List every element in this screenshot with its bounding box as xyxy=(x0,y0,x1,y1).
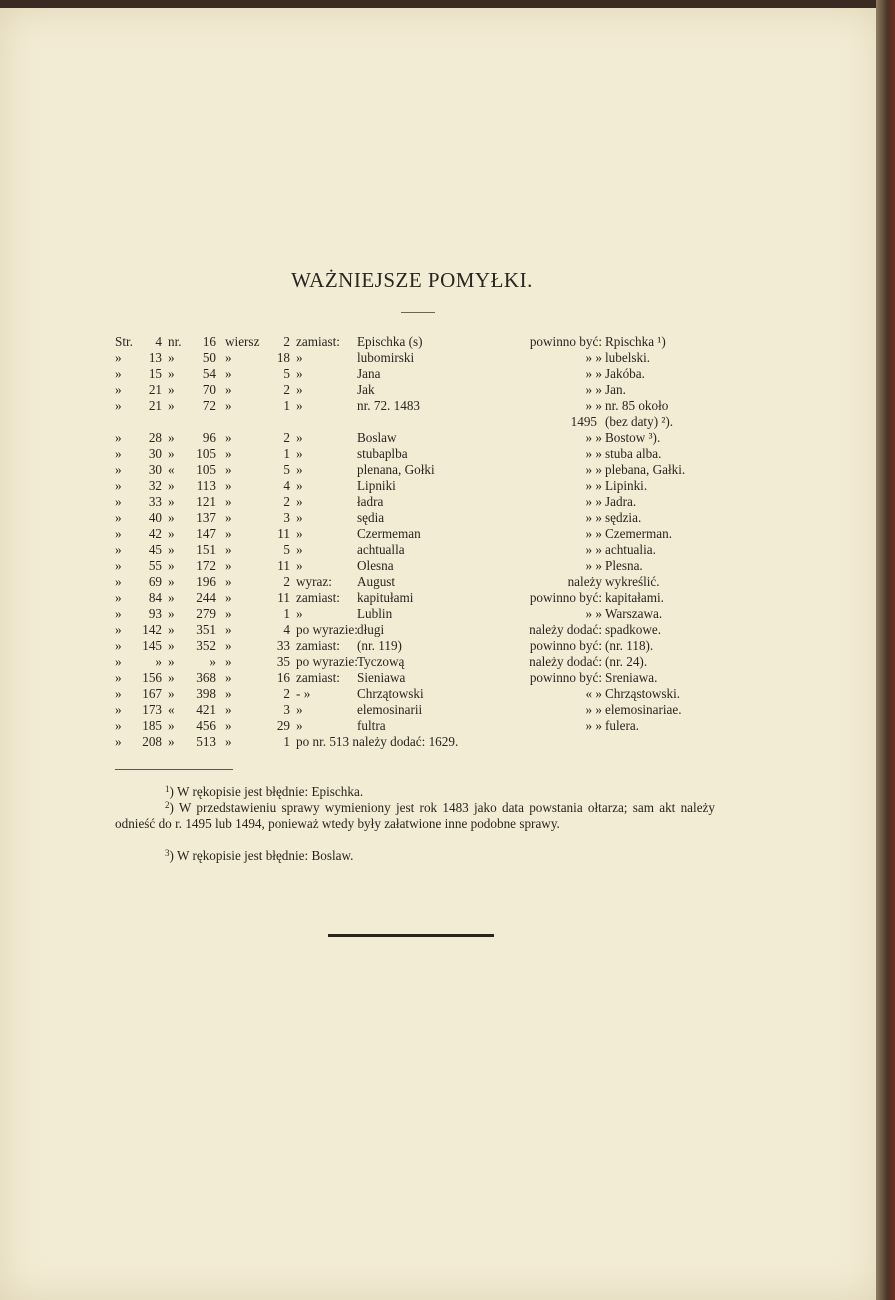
correct-text: (nr. 118). xyxy=(605,638,654,653)
line-number: 4 xyxy=(283,478,290,493)
nr-cell: » xyxy=(168,526,175,541)
nr-cell: » xyxy=(168,542,175,557)
wiersz-cell: » xyxy=(225,734,232,749)
wrong-text: Chrzątowski xyxy=(357,686,424,701)
page-title: WAŻNIEJSZE POMYŁKI. xyxy=(291,268,533,292)
instruction: » xyxy=(296,462,303,477)
page-number: 185 xyxy=(142,718,162,733)
entry-number: 368 xyxy=(196,670,216,685)
entry-number: 121 xyxy=(196,494,216,509)
line-number: 1 xyxy=(283,398,290,413)
wiersz-cell: » xyxy=(225,510,232,525)
line-number: 16 xyxy=(276,670,290,685)
page-number: 4 xyxy=(155,334,162,349)
wiersz-cell: » xyxy=(225,350,232,365)
nr-cell: » xyxy=(168,590,175,605)
page-number: 30 xyxy=(148,462,162,477)
entry-number: 72 xyxy=(202,398,216,413)
end-rule xyxy=(328,934,494,937)
instruction-2: » » xyxy=(585,446,602,461)
wrong-text: Lublin xyxy=(357,606,393,621)
wrong-text: (nr. 119) xyxy=(357,638,402,653)
entry-number: 352 xyxy=(196,638,216,653)
correct-text: Lipinki. xyxy=(605,478,648,493)
wrong-text: nr. 72. 1483 xyxy=(357,398,421,413)
instruction-2: » » xyxy=(585,366,602,381)
correct-text: Bostow ³). xyxy=(605,430,661,445)
instruction-2: » » xyxy=(585,606,602,621)
line-number: 2 xyxy=(283,574,290,589)
instruction: » xyxy=(296,718,303,733)
correct-text: (nr. 24). xyxy=(605,654,648,669)
instruction-2: powinno być: xyxy=(529,334,602,349)
page-number: 42 xyxy=(148,526,162,541)
correct-text: kapitałami. xyxy=(605,590,664,605)
instruction: - » xyxy=(296,686,311,701)
wrong-text: lubomirski xyxy=(357,350,415,365)
instruction: » xyxy=(296,446,303,461)
footnote-mark: 3 xyxy=(165,848,170,858)
instruction-2: » » xyxy=(585,430,602,445)
wrong-text: Jak xyxy=(357,382,375,397)
nr-cell: » xyxy=(168,686,175,701)
str-cell: » xyxy=(115,558,122,573)
footnote-text: ) W rękopisie jest błędnie: Boslaw. xyxy=(169,848,354,863)
wrong-text: sędia xyxy=(357,510,385,525)
line-number: 2 xyxy=(283,430,290,445)
wiersz-cell: wiersz xyxy=(225,334,260,349)
instruction-2: należy xyxy=(567,574,602,589)
entry-number: 105 xyxy=(196,446,216,461)
wiersz-cell: » xyxy=(225,686,232,701)
wiersz-cell: » xyxy=(225,718,232,733)
nr-cell: » xyxy=(168,638,175,653)
instruction: zamiast: xyxy=(296,670,340,685)
str-cell: » xyxy=(115,654,122,669)
instruction: po wyrazie: xyxy=(296,622,358,637)
correct-text: Plesna. xyxy=(605,558,643,573)
entry-number: 421 xyxy=(196,702,216,717)
wrong-text: Jana xyxy=(357,366,381,381)
str-cell: » xyxy=(115,718,122,733)
page-number: 69 xyxy=(148,574,162,589)
nr-cell: » xyxy=(168,670,175,685)
entry-number: 147 xyxy=(196,526,216,541)
page-number: 30 xyxy=(148,446,162,461)
str-cell: » xyxy=(115,702,122,717)
line-number: 3 xyxy=(283,702,290,717)
instruction: po wyrazie: xyxy=(296,654,358,669)
wrong-text: kapitułami xyxy=(357,590,414,605)
line-number: 2 xyxy=(283,382,290,397)
correct-text: Chrząstowski. xyxy=(605,686,681,701)
str-cell: » xyxy=(115,590,122,605)
wrong-text: stubaplba xyxy=(357,446,408,461)
page-number: 167 xyxy=(142,686,162,701)
correct-text: Jan. xyxy=(605,382,626,397)
page-number: 145 xyxy=(142,638,162,653)
correct-text: elemosinariae. xyxy=(605,702,682,717)
instruction-2: należy dodać: xyxy=(529,622,602,637)
entry-number: 105 xyxy=(196,462,216,477)
line-number: 11 xyxy=(277,590,290,605)
nr-cell: » xyxy=(168,430,175,445)
correct-text: nr. 85 około xyxy=(605,398,669,413)
instruction-2: » » xyxy=(585,510,602,525)
wiersz-cell: » xyxy=(225,526,232,541)
footnote-mark: 1 xyxy=(165,784,170,794)
footnote xyxy=(115,797,715,832)
nr-cell: » xyxy=(168,478,175,493)
instruction-2: » » xyxy=(585,718,602,733)
instruction: » xyxy=(296,606,303,621)
str-cell: » xyxy=(115,574,122,589)
line-number: 1 xyxy=(283,734,290,749)
correct-text: achtualia. xyxy=(605,542,656,557)
instruction: zamiast: xyxy=(296,334,340,349)
entry-number: 513 xyxy=(196,734,216,749)
nr-cell: » xyxy=(168,382,175,397)
line-number: 5 xyxy=(283,366,290,381)
page-number: 32 xyxy=(148,478,162,493)
page-number: 33 xyxy=(148,494,162,509)
page-number: 21 xyxy=(148,398,162,413)
entry-number: 151 xyxy=(196,542,216,557)
str-cell: » xyxy=(115,462,122,477)
wiersz-cell: » xyxy=(225,446,232,461)
wrong-text: Olesna xyxy=(357,558,394,573)
line-number: 2 xyxy=(283,494,290,509)
footnote-text: ) W rękopisie jest błędnie: Epischka. xyxy=(169,784,364,799)
instruction: » xyxy=(296,382,303,397)
nr-cell: « xyxy=(168,702,175,717)
entry-number: 70 xyxy=(202,382,216,397)
nr-cell: nr. xyxy=(168,334,182,349)
correct-text: Rpischka ¹) xyxy=(605,334,666,349)
wrong-text: Lipniki xyxy=(357,478,396,493)
str-cell: » xyxy=(115,446,122,461)
wiersz-cell: » xyxy=(225,638,232,653)
str-cell: » xyxy=(115,542,122,557)
correct-text: Warszawa. xyxy=(605,606,663,621)
str-cell: » xyxy=(115,494,122,509)
str-cell: » xyxy=(115,638,122,653)
page-number: » xyxy=(155,654,162,669)
wiersz-cell: » xyxy=(225,366,232,381)
entry-number: 54 xyxy=(202,366,216,381)
instruction: po nr. 513 należy dodać: 1629. xyxy=(296,734,459,749)
page-number: 173 xyxy=(142,702,162,717)
instruction-2: powinno być: xyxy=(529,638,602,653)
instruction-2: » » xyxy=(585,526,602,541)
instruction: » xyxy=(296,702,303,717)
nr-cell: » xyxy=(168,622,175,637)
instruction-2: » » xyxy=(585,558,602,573)
wrong-text: długi xyxy=(357,622,385,637)
instruction-2: » » xyxy=(585,462,602,477)
instruction: » xyxy=(296,510,303,525)
wiersz-cell: » xyxy=(225,606,232,621)
page-number: 93 xyxy=(148,606,162,621)
footnote xyxy=(115,845,715,864)
wrong-text: Tyczową xyxy=(357,654,405,669)
footnote-text: ) W przedstawieniu sprawy wymieniony jest rok 1483 jako data powstania ołtarza; sam akt należy odnieść do r. 1495 lub 1494, ponieważ wtedy były załatwione inne podobne sprawy. xyxy=(115,800,715,831)
correct-text: sędzia. xyxy=(605,510,642,525)
instruction: wyraz: xyxy=(296,574,332,589)
correct-text: stuba alba. xyxy=(605,446,662,461)
correct-text: Sreniawa. xyxy=(605,670,658,685)
book-edge xyxy=(876,0,895,1300)
entry-number: 456 xyxy=(196,718,216,733)
year: 1495 xyxy=(570,414,597,429)
wiersz-cell: » xyxy=(225,574,232,589)
nr-cell: » xyxy=(168,718,175,733)
str-cell: » xyxy=(115,398,122,413)
instruction-2: powinno być: xyxy=(529,590,602,605)
nr-cell: » xyxy=(168,558,175,573)
correct-text: spadkowe. xyxy=(605,622,662,637)
line-number: 4 xyxy=(283,622,290,637)
correct-text: plebana, Gałki. xyxy=(605,462,686,477)
str-cell: » xyxy=(115,526,122,541)
entry-number: 113 xyxy=(196,478,216,493)
instruction-2: » » xyxy=(585,398,602,413)
nr-cell: « xyxy=(168,462,175,477)
correct-text: Czemerman. xyxy=(605,526,673,541)
str-cell: » xyxy=(115,734,122,749)
nr-cell: » xyxy=(168,350,175,365)
instruction-2: powinno być: xyxy=(529,670,602,685)
entry-number: 244 xyxy=(196,590,216,605)
instruction-2: « » xyxy=(585,686,602,701)
wrong-text: Sieniawa xyxy=(357,670,406,685)
wrong-text: Boslaw xyxy=(357,430,397,445)
entry-number: 351 xyxy=(196,622,216,637)
wiersz-cell: » xyxy=(225,654,232,669)
line-number: 2 xyxy=(283,686,290,701)
instruction-2: » » xyxy=(585,382,602,397)
str-cell: » xyxy=(115,382,122,397)
page-number: 45 xyxy=(148,542,162,557)
wiersz-cell: » xyxy=(225,494,232,509)
page-number: 21 xyxy=(148,382,162,397)
title-rule xyxy=(401,312,435,313)
wiersz-cell: » xyxy=(225,478,232,493)
page-number: 15 xyxy=(148,366,162,381)
instruction: zamiast: xyxy=(296,590,340,605)
str-cell: » xyxy=(115,606,122,621)
nr-cell: » xyxy=(168,574,175,589)
page-number: 13 xyxy=(148,350,162,365)
footnote-rule xyxy=(115,769,233,770)
correct-text: (bez daty) ²). xyxy=(605,414,674,429)
wrong-text: Czermeman xyxy=(357,526,421,541)
instruction-2: należy dodać: xyxy=(529,654,602,669)
page-number: 156 xyxy=(142,670,162,685)
str-cell: Str. xyxy=(115,334,133,349)
correct-text: Jadra. xyxy=(605,494,637,509)
instruction-2: » » xyxy=(585,702,602,717)
wiersz-cell: » xyxy=(225,622,232,637)
instruction: » xyxy=(296,558,303,573)
instruction: » xyxy=(296,430,303,445)
str-cell: » xyxy=(115,686,122,701)
instruction-2: » » xyxy=(585,478,602,493)
str-cell: » xyxy=(115,510,122,525)
instruction: » xyxy=(296,366,303,381)
wiersz-cell: » xyxy=(225,382,232,397)
wiersz-cell: » xyxy=(225,670,232,685)
wiersz-cell: » xyxy=(225,430,232,445)
wrong-text: Epischka (s) xyxy=(357,334,423,349)
entry-number: 398 xyxy=(196,686,216,701)
page-number: 40 xyxy=(148,510,162,525)
page-number: 84 xyxy=(148,590,162,605)
entry-number: 96 xyxy=(202,430,216,445)
line-number: 11 xyxy=(277,558,290,573)
instruction-2: » » xyxy=(585,494,602,509)
line-number: 35 xyxy=(276,654,290,669)
entry-number: 16 xyxy=(202,334,216,349)
entry-number: 196 xyxy=(196,574,216,589)
nr-cell: » xyxy=(168,398,175,413)
footnote-mark: 2 xyxy=(165,800,170,810)
wiersz-cell: » xyxy=(225,590,232,605)
correct-text: wykreślić. xyxy=(605,574,660,589)
page-number: 142 xyxy=(142,622,162,637)
correct-text: fulera. xyxy=(605,718,640,733)
line-number: 2 xyxy=(283,334,290,349)
str-cell: » xyxy=(115,350,122,365)
nr-cell: » xyxy=(168,494,175,509)
wrong-text: plenana, Gołki xyxy=(357,462,435,477)
line-number: 3 xyxy=(283,510,290,525)
wiersz-cell: » xyxy=(225,462,232,477)
entry-number: 137 xyxy=(196,510,216,525)
wrong-text: fultra xyxy=(357,718,386,733)
page-number: 55 xyxy=(148,558,162,573)
nr-cell: » xyxy=(168,366,175,381)
nr-cell: » xyxy=(168,446,175,461)
entry-number: 50 xyxy=(202,350,216,365)
line-number: 1 xyxy=(283,446,290,461)
str-cell: » xyxy=(115,430,122,445)
correct-text: lubelski. xyxy=(605,350,651,365)
instruction: » xyxy=(296,478,303,493)
wrong-text: elemosinarii xyxy=(357,702,423,717)
entry-number: 172 xyxy=(196,558,216,573)
entry-number: » xyxy=(209,654,216,669)
correct-text: Jakóba. xyxy=(605,366,645,381)
entry-number: 279 xyxy=(196,606,216,621)
line-number: 5 xyxy=(283,542,290,557)
line-number: 11 xyxy=(277,526,290,541)
line-number: 5 xyxy=(283,462,290,477)
instruction: » xyxy=(296,398,303,413)
instruction-2: » » xyxy=(585,542,602,557)
instruction-2: » » xyxy=(585,350,602,365)
str-cell: » xyxy=(115,478,122,493)
nr-cell: » xyxy=(168,606,175,621)
instruction: » xyxy=(296,494,303,509)
wiersz-cell: » xyxy=(225,542,232,557)
wrong-text: achtualla xyxy=(357,542,405,557)
instruction: zamiast: xyxy=(296,638,340,653)
wiersz-cell: » xyxy=(225,558,232,573)
wiersz-cell: » xyxy=(225,702,232,717)
page-number: 28 xyxy=(148,430,162,445)
line-number: 29 xyxy=(276,718,290,733)
wiersz-cell: » xyxy=(225,398,232,413)
str-cell: » xyxy=(115,622,122,637)
wrong-text: August xyxy=(357,574,396,589)
instruction: » xyxy=(296,526,303,541)
page-number: 208 xyxy=(142,734,162,749)
str-cell: » xyxy=(115,670,122,685)
line-number: 1 xyxy=(283,606,290,621)
nr-cell: » xyxy=(168,510,175,525)
nr-cell: » xyxy=(168,734,175,749)
wrong-text: ładra xyxy=(357,494,384,509)
instruction: » xyxy=(296,350,303,365)
str-cell: » xyxy=(115,366,122,381)
nr-cell: » xyxy=(168,654,175,669)
line-number: 33 xyxy=(276,638,290,653)
instruction: » xyxy=(296,542,303,557)
line-number: 18 xyxy=(276,350,290,365)
